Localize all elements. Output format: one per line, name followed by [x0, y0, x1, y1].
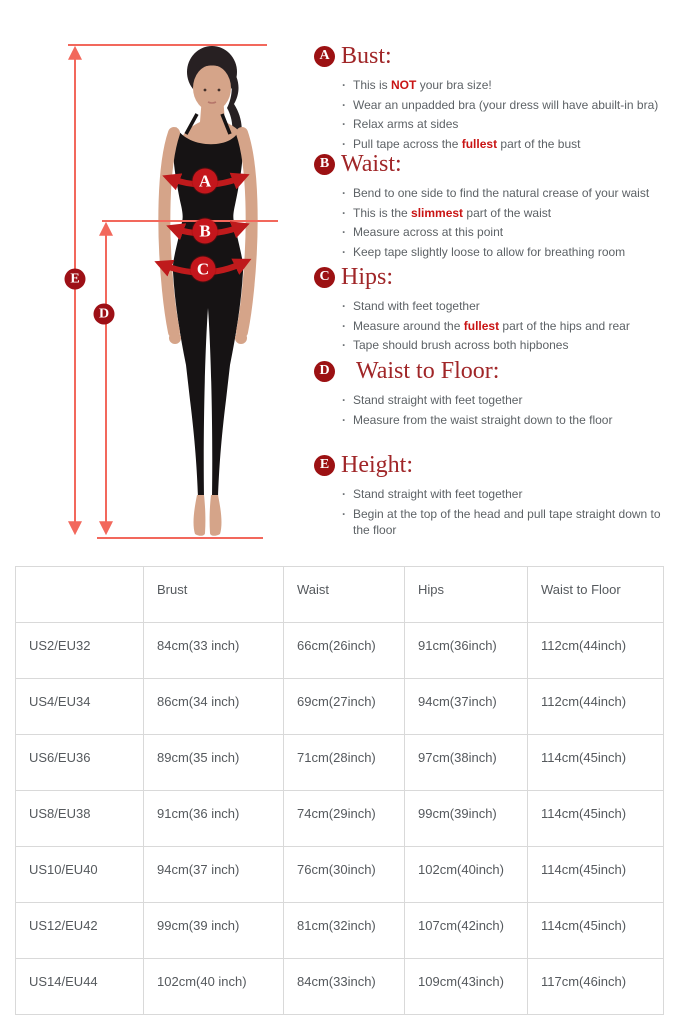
instruction-bullet: · Tape should brush across both hipbones [342, 337, 680, 354]
section-height-heading [314, 451, 680, 479]
instruction-bullet: · Keep tape slightly loose to allow for breathing room [342, 244, 680, 261]
size-label: US4/EU34 [16, 679, 144, 735]
size-label: US6/EU36 [16, 735, 144, 791]
size-label: US8/EU38 [16, 791, 144, 847]
instruction-bullet: · This is NOT your bra size! [342, 77, 680, 94]
column-header-hips: Hips [405, 567, 528, 623]
size-cell: 94cm(37 inch) [144, 847, 284, 903]
right-eye [218, 89, 221, 92]
size-row [16, 623, 664, 679]
size-cell: 107cm(42inch) [405, 903, 528, 959]
size-cell: 81cm(32inch) [284, 903, 405, 959]
section-bust [314, 42, 680, 155]
size-cell: 114cm(45inch) [528, 847, 664, 903]
hips-instructions [314, 298, 680, 354]
size-row [16, 903, 664, 959]
section-hips-heading [314, 263, 680, 291]
waist-to-floor-marker: D [94, 304, 115, 325]
waist-to-floor-letter-badge: D [314, 361, 335, 382]
size-cell: 91cm(36 inch) [144, 791, 284, 847]
column-header-waist: Waist [284, 567, 405, 623]
instruction-bullet: · Measure around the fullest part of the hips and rear [342, 318, 680, 335]
instruction-bullet: · Stand straight with feet together [342, 392, 680, 409]
section-waist [314, 150, 680, 263]
size-label: US12/EU42 [16, 903, 144, 959]
instruction-bullet: · This is the slimmest part of the waist [342, 205, 680, 222]
size-cell: 114cm(45inch) [528, 735, 664, 791]
size-cell: 112cm(44inch) [528, 679, 664, 735]
size-row [16, 847, 664, 903]
header-row [16, 567, 664, 623]
size-cell: 84cm(33 inch) [144, 623, 284, 679]
section-title: Hips: [341, 264, 394, 290]
instruction-bullet: · Begin at the top of the head and pull tape straight down to the floor [342, 506, 680, 539]
right-foot [210, 495, 222, 536]
bust-marker: A [193, 169, 218, 194]
size-cell: 76cm(30inch) [284, 847, 405, 903]
left-eye [204, 89, 207, 92]
size-cell: 71cm(28inch) [284, 735, 405, 791]
instruction-bullet: · Stand straight with feet together [342, 486, 680, 503]
section-height [314, 451, 680, 542]
instruction-bullet: · Measure from the waist straight down to the floor [342, 412, 680, 429]
column-header-bust: Brust [144, 567, 284, 623]
right-arm [242, 133, 252, 332]
section-hips [314, 263, 680, 357]
left-foot [194, 495, 206, 536]
instruction-bullet: · Relax arms at sides [342, 116, 680, 133]
size-cell: 102cm(40 inch) [144, 959, 284, 1015]
left-hand [169, 332, 181, 344]
size-cell: 99cm(39 inch) [144, 903, 284, 959]
section-title: Bust: [341, 43, 392, 69]
section-bust-heading [314, 42, 680, 70]
section-waist-to-floor-heading [314, 357, 680, 385]
left-arm [164, 133, 174, 332]
section-title: Waist to Floor: [356, 358, 500, 384]
size-cell: 74cm(29inch) [284, 791, 405, 847]
size-cell: 94cm(37inch) [405, 679, 528, 735]
section-title: Height: [341, 452, 413, 478]
height-instructions [314, 486, 680, 539]
right-hand [235, 332, 247, 344]
instruction-bullet: · Measure across at this point [342, 224, 680, 241]
size-label: US10/EU40 [16, 847, 144, 903]
size-row [16, 735, 664, 791]
size-row [16, 959, 664, 1015]
hips-marker: C [191, 257, 216, 282]
size-label: US2/EU32 [16, 623, 144, 679]
hips-letter-badge: C [314, 267, 335, 288]
section-waist-heading [314, 150, 680, 178]
size-cell: 99cm(39inch) [405, 791, 528, 847]
size-cell: 91cm(36inch) [405, 623, 528, 679]
size-label: US14/EU44 [16, 959, 144, 1015]
size-chart-table [15, 566, 664, 1015]
face [193, 65, 231, 111]
waist-marker: B [193, 219, 218, 244]
height-letter-badge: E [314, 455, 335, 476]
height-marker: E [65, 269, 86, 290]
instruction-bullet: · Bend to one side to find the natural crease of your waist [342, 185, 680, 202]
size-cell: 102cm(40inch) [405, 847, 528, 903]
size-cell: 117cm(46inch) [528, 959, 664, 1015]
size-cell: 112cm(44inch) [528, 623, 664, 679]
waist-to-floor-instructions [314, 392, 680, 428]
bust-letter-badge: A [314, 46, 335, 67]
woman-silhouette [164, 46, 251, 536]
column-header-waist-to-floor: Waist to Floor [528, 567, 664, 623]
waist-instructions [314, 185, 680, 260]
size-row [16, 679, 664, 735]
size-cell: 114cm(45inch) [528, 903, 664, 959]
size-row [16, 791, 664, 847]
size-cell: 86cm(34 inch) [144, 679, 284, 735]
instruction-bullet: · Pull tape across the fullest part of the bust [342, 136, 680, 153]
size-cell: 114cm(45inch) [528, 791, 664, 847]
size-cell: 89cm(35 inch) [144, 735, 284, 791]
section-title: Waist: [341, 151, 402, 177]
column-header-size [16, 567, 144, 623]
instruction-bullet: · Wear an unpadded bra (your dress will have abuilt-in bra) [342, 97, 680, 114]
bust-instructions [314, 77, 680, 152]
size-cell: 69cm(27inch) [284, 679, 405, 735]
size-cell: 97cm(38inch) [405, 735, 528, 791]
size-cell: 66cm(26inch) [284, 623, 405, 679]
size-cell: 84cm(33inch) [284, 959, 405, 1015]
instruction-bullet: · Stand with feet together [342, 298, 680, 315]
size-cell: 109cm(43inch) [405, 959, 528, 1015]
waist-letter-badge: B [314, 154, 335, 175]
section-waist-to-floor [314, 357, 680, 431]
